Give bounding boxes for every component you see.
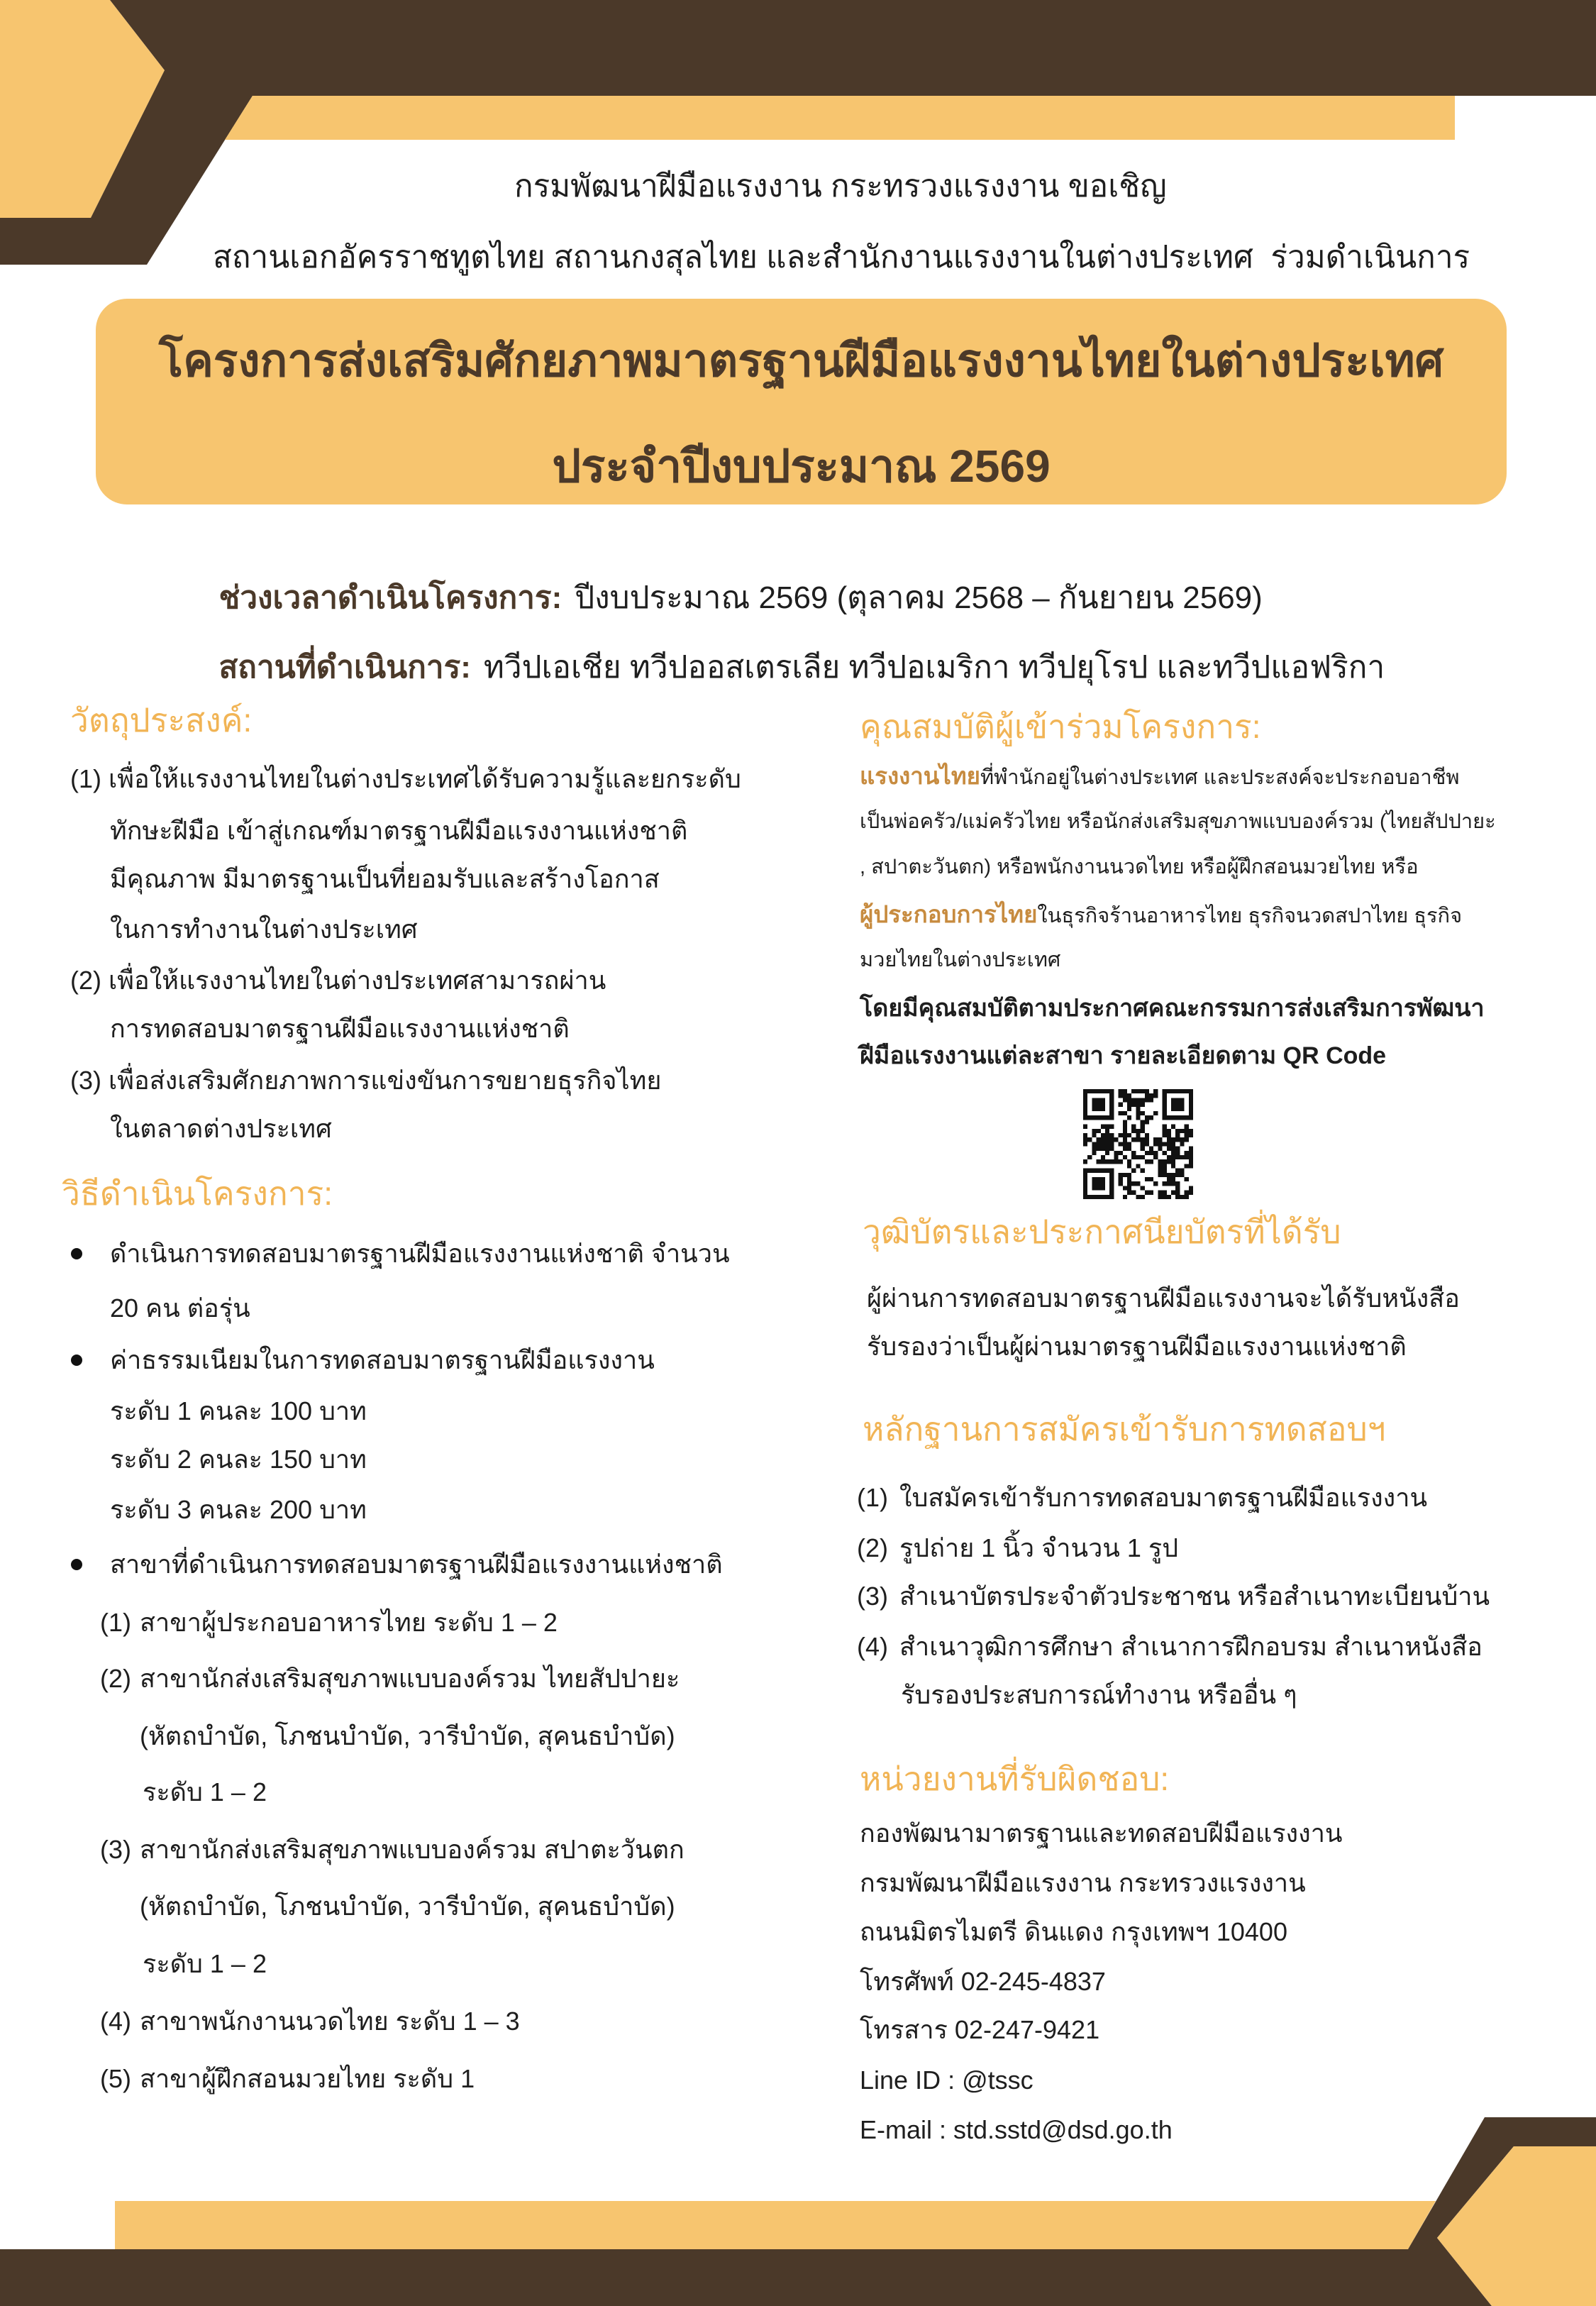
highlight-thai-workers: แรงงานไทย	[860, 763, 980, 789]
title-line-1: โครงการส่งเสริมศักยภาพมาตรฐานฝีมือแรงงานไทยในต่างประเทศ	[158, 335, 1444, 386]
document-text: ใบสมัครเข้ารับการทดสอบมาตรฐานฝีมือแรงงาน	[899, 1483, 1428, 1512]
branch-item-4	[100, 2004, 748, 2039]
branch-number: (5)	[100, 2064, 131, 2093]
objective-3-line-2: ในตลาดต่างประเทศ	[110, 1114, 332, 1143]
branch-number: (4)	[100, 2007, 131, 2036]
objective-text: เพื่อให้แรงงานไทยในต่างประเทศได้รับความรู้และยกระดับ	[109, 764, 741, 793]
branch-text: สาขานักส่งเสริมสุขภาพแบบองค์รวม สปาตะวันตก	[140, 1835, 685, 1864]
qualification-note-line-1: โดยมีคุณสมบัติตามประกาศคณะกรรมการส่งเสริมการพัฒนา	[860, 995, 1485, 1022]
branch-number: (2)	[100, 1664, 131, 1693]
qualification-line-5: มวยไทยในต่างประเทศ	[860, 949, 1061, 971]
contact-heading: หน่วยงานที่รับผิดชอบ:	[860, 1760, 1170, 1797]
contact-line-id: Line ID : @tssc	[860, 2065, 1033, 2095]
document-item-3	[857, 1579, 1580, 1614]
branch-text: สาขานักส่งเสริมสุขภาพแบบองค์รวม ไทยสัปปายะ	[140, 1664, 680, 1693]
header-line-2: สถานเอกอัครราชทูตไทย สถานกงสุลไทย และสำนักงานแรงงานในต่างประเทศ ร่วมดำเนินการ	[213, 240, 1470, 275]
contact-email: E-mail : std.sstd@dsd.go.th	[860, 2115, 1173, 2144]
document-item-4	[857, 1629, 1580, 1665]
bullet-dot	[71, 1248, 82, 1259]
contact-fax: โทรสาร 02-247-9421	[860, 2015, 1100, 2044]
method-bullet-3-line-1: สาขาที่ดำเนินการทดสอบมาตรฐานฝีมือแรงงานแห่งชาติ	[110, 1550, 723, 1579]
branch-2-line-2: (หัตถบำบัด, โภชนบำบัด, วารีบำบัด, สุคนธบำบัด)	[140, 1721, 675, 1750]
contact-address: ถนนมิตรไมตรี ดินแดง กรุงเทพฯ 10400	[860, 1917, 1287, 1946]
objectives-heading: วัตถุประสงค์:	[70, 702, 253, 739]
title-banner	[96, 299, 1507, 504]
contact-division: กองพัฒนามาตรฐานและทดสอบฝีมือแรงงาน	[860, 1819, 1343, 1848]
document-number: (1)	[857, 1483, 888, 1512]
branch-3-line-2: (หัตถบำบัด, โภชนบำบัด, วารีบำบัด, สุคนธบำบัด)	[140, 1892, 675, 1921]
qr-code-icon	[1083, 1089, 1193, 1199]
certificate-heading: วุฒิบัตรและประกาศนียบัตรที่ได้รับ	[863, 1213, 1341, 1250]
bottom-gold-bar	[115, 2201, 1436, 2249]
top-gold-bar	[225, 96, 1455, 140]
documents-heading: หลักฐานการสมัครเข้ารับการทดสอบฯ	[863, 1411, 1386, 1447]
document-text: สำเนาบัตรประจำตัวประชาชน หรือสำเนาทะเบียนบ้าน	[899, 1582, 1490, 1611]
objective-item-2	[70, 963, 748, 998]
fee-level-2: ระดับ 2 คนละ 150 บาท	[110, 1445, 367, 1474]
fee-level-3: ระดับ 3 คนละ 200 บาท	[110, 1495, 367, 1524]
branch-text: สาขาผู้ประกอบอาหารไทย ระดับ 1 – 2	[140, 1608, 558, 1637]
title-line-2: ประจำปีงบประมาณ 2569	[552, 441, 1051, 492]
contact-department: กรมพัฒนาฝีมือแรงงาน กระทรวงแรงงาน	[860, 1868, 1306, 1897]
certificate-line-2: รับรองว่าเป็นผู้ผ่านมาตรฐานฝีมือแรงงานแห่งชาติ	[867, 1332, 1407, 1361]
qualification-text: ที่พำนักอยู่ในต่างประเทศ และประสงค์จะประกอบอาชีพ	[980, 766, 1460, 789]
document-item-1	[857, 1480, 1580, 1516]
document-item-2	[857, 1530, 1580, 1566]
fee-level-1: ระดับ 1 คนละ 100 บาท	[110, 1396, 367, 1425]
method-bullet-2-line-1: ค่าธรรมเนียมในการทดสอบมาตรฐานฝีมือแรงงาน	[110, 1345, 655, 1374]
document-text: รูปถ่าย 1 นิ้ว จำนวน 1 รูป	[899, 1533, 1179, 1562]
document-number: (3)	[857, 1582, 888, 1611]
objective-number: (1)	[70, 764, 101, 793]
qualification-line-3: , สปาตะวันตก) หรือพนักงานนวดไทย หรือผู้ฝึกสอนมวยไทย หรือ	[860, 856, 1419, 878]
objective-1-line-2: ทักษะฝีมือ เข้าสู่เกณฑ์มาตรฐานฝีมือแรงงานแห่งชาติ	[110, 816, 688, 845]
location-label: สถานที่ดำเนินการ:	[218, 650, 471, 685]
document-number: (4)	[857, 1632, 888, 1661]
highlight-thai-entrepreneurs: ผู้ประกอบการไทย	[860, 901, 1038, 927]
project-period	[201, 534, 1570, 615]
objective-1-line-4: ในการทำงานในต่างประเทศ	[110, 915, 418, 944]
objective-item-1	[70, 761, 748, 797]
document-number: (2)	[857, 1533, 888, 1562]
header-line-1: กรมพัฒนาฝีมือแรงงาน กระทรวงแรงงาน ขอเชิญ	[514, 169, 1167, 204]
bullet-dot	[71, 1559, 82, 1570]
location-value: ทวีปเอเชีย ทวีปออสเตรเลีย ทวีปอเมริกา ทวีปยุโรป และทวีปแอฟริกา	[483, 650, 1385, 685]
method-bullet-1-line-2: 20 คน ต่อรุ่น	[110, 1293, 250, 1323]
branch-item-1	[100, 1605, 748, 1640]
bullet-dot	[71, 1355, 82, 1366]
period-label: ช่วงเวลาดำเนินโครงการ:	[218, 580, 563, 615]
branch-item-3	[100, 1832, 748, 1868]
objective-text: เพื่อให้แรงงานไทยในต่างประเทศสามารถผ่าน	[109, 966, 606, 995]
certificate-line-1: ผู้ผ่านการทดสอบมาตรฐานฝีมือแรงงานจะได้รับหนังสือ	[867, 1284, 1460, 1313]
objective-number: (2)	[70, 966, 101, 995]
qualification-text: ในธุรกิจร้านอาหารไทย ธุรกิจนวดสปาไทย ธุรกิจ	[1037, 905, 1463, 927]
qualification-line-1	[860, 762, 1569, 790]
qualification-line-2: เป็นพ่อครัว/แม่ครัวไทย หรือนักส่งเสริมสุขภาพแบบองค์รวม (ไทยสัปปายะ	[860, 810, 1496, 833]
qualifications-heading: คุณสมบัติผู้เข้าร่วมโครงการ:	[860, 708, 1261, 745]
qualification-line-4	[860, 900, 1569, 929]
objective-text: เพื่อส่งเสริมศักยภาพการแข่งขันการขยายธุรกิจไทย	[109, 1066, 662, 1095]
methods-heading: วิธีดำเนินโครงการ:	[62, 1175, 333, 1212]
project-location	[201, 604, 1570, 685]
objective-2-line-2: การทดสอบมาตรฐานฝีมือแรงงานแห่งชาติ	[110, 1014, 570, 1043]
branch-item-2	[100, 1661, 748, 1697]
objective-1-line-3: มีคุณภาพ มีมาตรฐานเป็นที่ยอมรับและสร้างโอกาส	[110, 864, 660, 893]
method-bullet-1-line-1: ดำเนินการทดสอบมาตรฐานฝีมือแรงงานแห่งชาติ จำนวน	[110, 1239, 730, 1268]
branch-text: สาขาพนักงานนวดไทย ระดับ 1 – 3	[140, 2007, 520, 2036]
objective-number: (3)	[70, 1066, 101, 1095]
period-value: ปีงบประมาณ 2569 (ตุลาคม 2568 – กันยายน 2569)	[575, 580, 1263, 615]
objective-item-3	[70, 1063, 748, 1098]
contact-phone: โทรศัพท์ 02-245-4837	[860, 1967, 1106, 1996]
branch-2-line-3: ระดับ 1 – 2	[143, 1777, 267, 1806]
document-4-line-2: รับรองประสบการณ์ทำงาน หรืออื่น ๆ	[901, 1680, 1297, 1709]
branch-text: สาขาผู้ฝึกสอนมวยไทย ระดับ 1	[140, 2064, 475, 2093]
branch-number: (3)	[100, 1835, 131, 1864]
document-text: สำเนาวุฒิการศึกษา สำเนาการฝึกอบรม สำเนาหนังสือ	[899, 1632, 1483, 1661]
branch-3-line-3: ระดับ 1 – 2	[143, 1949, 267, 1978]
qualification-note-line-2: ฝีมือแรงงานแต่ละสาขา รายละเอียดตาม QR Code	[860, 1042, 1387, 1069]
branch-item-5	[100, 2061, 748, 2097]
branch-number: (1)	[100, 1608, 131, 1637]
